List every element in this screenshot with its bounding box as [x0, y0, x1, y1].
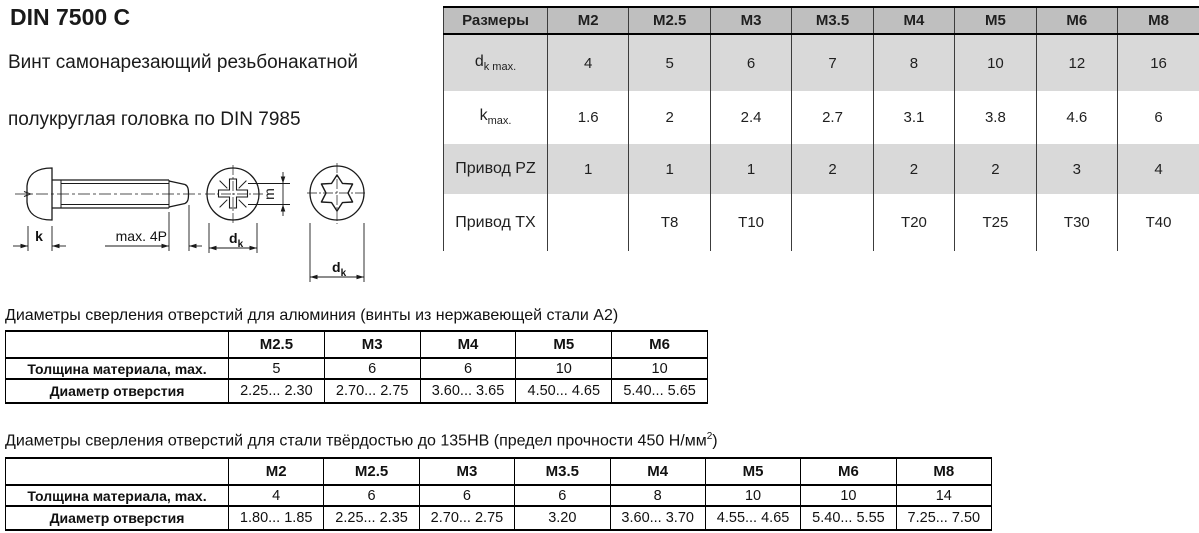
value-cell: 3.8 [955, 91, 1036, 144]
col-header-M5: M5 [516, 331, 612, 358]
value-cell: 4 [548, 34, 629, 91]
value-cell: T25 [955, 194, 1036, 251]
col-header-label: Размеры [444, 7, 548, 34]
value-cell [548, 194, 629, 251]
value-cell: 3.1 [873, 91, 954, 144]
value-cell: T10 [710, 194, 791, 251]
col-header-label [6, 331, 229, 358]
table-row [444, 91, 1199, 144]
col-header-label [6, 458, 229, 485]
steel-drilling-table [5, 457, 992, 531]
value-cell: T30 [1036, 194, 1117, 251]
value-cell: 10 [705, 485, 800, 506]
value-cell: 4 [229, 485, 324, 506]
row-label: Диаметр отверстия [6, 506, 229, 530]
value-cell: 10 [801, 485, 896, 506]
value-cell: 3.60... 3.70 [610, 506, 705, 530]
value-cell: 2.25... 2.30 [229, 379, 325, 403]
value-cell: 7 [792, 34, 873, 91]
value-cell: 8 [873, 34, 954, 91]
col-header-M3: M3 [419, 458, 514, 485]
value-cell: T8 [629, 194, 710, 251]
value-cell: 1 [629, 144, 710, 194]
dim-label-dk-pz: $d_k$ [229, 230, 244, 250]
value-cell: 1 [710, 144, 791, 194]
steel-title-close: ) [712, 432, 718, 450]
col-header-M3.5: M3.5 [792, 7, 873, 34]
value-cell: 5 [629, 34, 710, 91]
value-cell: 6 [1118, 91, 1199, 144]
table-row [444, 194, 1199, 251]
table-row [444, 144, 1199, 194]
col-header-M2.5: M2.5 [229, 331, 325, 358]
col-header-M2: M2 [548, 7, 629, 34]
row-label: Привод TX [444, 194, 548, 251]
tx-head-view [307, 163, 367, 224]
value-cell: 14 [896, 485, 991, 506]
value-cell: 4.50... 4.65 [516, 379, 612, 403]
col-header-M2.5: M2.5 [324, 458, 419, 485]
alu-table-title: Диаметры сверления отверстий для алюминия (винты из нержавеющей стали А2) [5, 307, 619, 324]
table-row [6, 485, 992, 506]
value-cell: 5.40... 5.55 [801, 506, 896, 530]
value-cell [792, 194, 873, 251]
value-cell: 4.6 [1036, 91, 1117, 144]
col-header-M4: M4 [420, 331, 516, 358]
sizes-table-header-row [444, 7, 1199, 34]
screw-side-view [15, 168, 201, 220]
value-cell: 5 [229, 358, 325, 379]
col-header-M5: M5 [705, 458, 800, 485]
value-cell: 5.40... 5.65 [612, 379, 708, 403]
row-label: Толщина материала, max. [6, 358, 229, 379]
table-row [6, 506, 992, 530]
col-header-M3.5: M3.5 [515, 458, 610, 485]
value-cell: 2.70... 2.75 [324, 379, 420, 403]
row-label: Привод PZ [444, 144, 548, 194]
sizes-table [443, 6, 1199, 251]
dim-label-max4p: max. 4P [115, 228, 167, 244]
value-cell: 12 [1036, 34, 1117, 91]
value-cell: 1.80... 1.85 [229, 506, 324, 530]
row-label: $d_{k max.}$ [444, 34, 548, 91]
row-label: Диаметр отверстия [6, 379, 229, 403]
col-header-M3: M3 [710, 7, 791, 34]
value-cell: 10 [955, 34, 1036, 91]
col-header-M8: M8 [896, 458, 991, 485]
value-cell: 1.6 [548, 91, 629, 144]
row-label: $k_{max.}$ [444, 91, 548, 144]
value-cell: 6 [515, 485, 610, 506]
alu-table-header-row [6, 331, 708, 358]
col-header-M6: M6 [1036, 7, 1117, 34]
col-header-M4: M4 [610, 458, 705, 485]
value-cell: 2 [792, 144, 873, 194]
steel-table-title [5, 431, 718, 450]
col-header-M2: M2 [229, 458, 324, 485]
value-cell: 8 [610, 485, 705, 506]
value-cell: T40 [1118, 194, 1199, 251]
dim-label-m: m [261, 188, 277, 200]
value-cell: 2.7 [792, 91, 873, 144]
value-cell: 2 [629, 91, 710, 144]
steel-title-text: Диаметры сверления отверстий для стали твёрдостью до 135HB (предел прочности 450 Н/мм [5, 432, 707, 450]
value-cell: 6 [420, 358, 516, 379]
table-row [444, 34, 1199, 91]
col-header-M5: M5 [955, 7, 1036, 34]
value-cell: 6 [324, 358, 420, 379]
value-cell: 10 [612, 358, 708, 379]
alu-drilling-table [5, 330, 708, 404]
value-cell: 2 [955, 144, 1036, 194]
page-title: DIN 7500 C [10, 4, 131, 30]
value-cell: 7.25... 7.50 [896, 506, 991, 530]
value-cell: 2.70... 2.75 [419, 506, 514, 530]
col-header-M6: M6 [612, 331, 708, 358]
dim-label-k: k [35, 228, 43, 244]
table-row [6, 358, 708, 379]
value-cell: 16 [1118, 34, 1199, 91]
value-cell: 6 [419, 485, 514, 506]
value-cell: 6 [710, 34, 791, 91]
col-header-M8: M8 [1118, 7, 1199, 34]
value-cell: 3.60... 3.65 [420, 379, 516, 403]
dim-label-dk-tx: $d_k$ [332, 259, 347, 279]
value-cell: 6 [324, 485, 419, 506]
value-cell: 10 [516, 358, 612, 379]
col-header-M6: M6 [801, 458, 896, 485]
col-header-M4: M4 [873, 7, 954, 34]
table-row [6, 379, 708, 403]
value-cell: 2.4 [710, 91, 791, 144]
subtitle-head-type: полукруглая головка по DIN 7985 [8, 109, 301, 130]
value-cell: 1 [548, 144, 629, 194]
col-header-M3: M3 [324, 331, 420, 358]
row-label: Толщина материала, max. [6, 485, 229, 506]
value-cell: 2 [873, 144, 954, 194]
steel-title-sup: 2 [706, 431, 713, 442]
pz-head-view [205, 165, 263, 223]
value-cell: 2.25... 2.35 [324, 506, 419, 530]
subtitle-screw-type: Винт самонарезающий резьбонакатной [8, 52, 358, 73]
value-cell: 4.55... 4.65 [705, 506, 800, 530]
value-cell: 3.20 [515, 506, 610, 530]
value-cell: 3 [1036, 144, 1117, 194]
screw-technical-drawing [5, 148, 435, 288]
value-cell: T20 [873, 194, 954, 251]
steel-table-header-row [6, 458, 992, 485]
value-cell: 4 [1118, 144, 1199, 194]
col-header-M2.5: M2.5 [629, 7, 710, 34]
